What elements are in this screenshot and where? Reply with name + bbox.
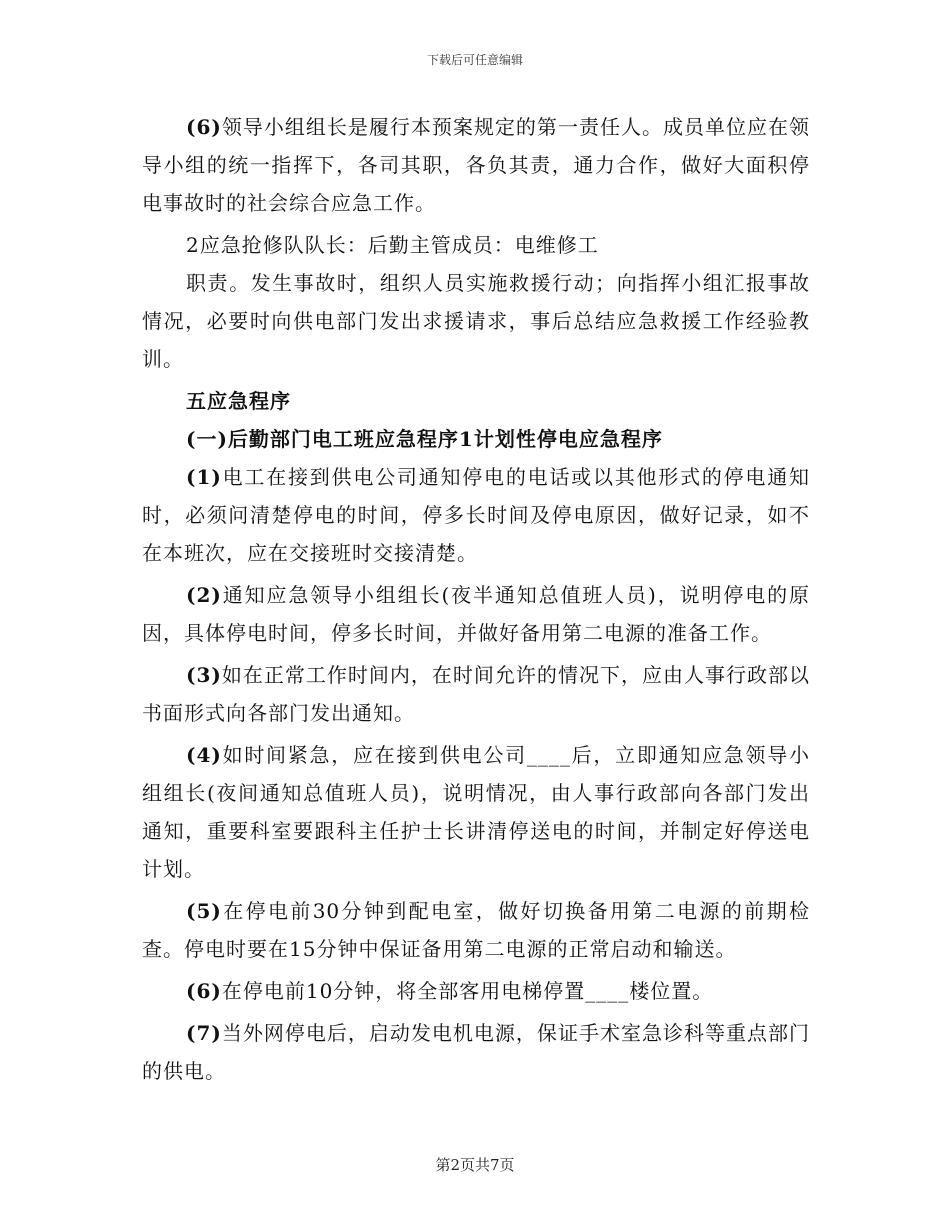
page-header-note: 下载后可任意编辑 — [426, 53, 523, 67]
paragraph-repair-team — [142, 226, 810, 264]
paragraph-text: 电工在接到供电公司通知停电的电话或以其他形式的停电通知时，必须问清楚停电的时间，停多长时间及停电原因，做好记录，如不在本班次，应在交接班时交接清楚。 — [142, 465, 810, 565]
page-number: 第2页共7页 — [435, 1156, 515, 1174]
paragraph-text: 领导小组组长是履行本预案规定的第一责任人。成员单位应在领导小组的统一指挥下，各司其职，各负其责，通力合作，做好大面积停电事故时的社会综合应急工作。 — [142, 115, 810, 215]
paragraph-step-4 — [142, 736, 810, 888]
item-number: (6) — [186, 979, 222, 1003]
paragraph-text: 职责。发生事故时，组织人员实施救援行动；向指挥小组汇报事故情况，必要时向供电部门发出求援请求，事后总结应急救援工作经验教训。 — [142, 271, 810, 371]
paragraph-step-3 — [142, 656, 810, 732]
paragraph-text: 如时间紧急，应在接到供电公司____后，立即通知应急领导小组组长(夜间通知总值班人员)，说明情况，由人事行政部向各部门发出通知，重要科室要跟科主任护士长讲清停送电的时间，并制定好停送电计划。 — [142, 743, 810, 881]
item-number: (1) — [186, 465, 222, 489]
item-number: (5) — [186, 899, 222, 923]
paragraph-step-7 — [142, 1014, 810, 1090]
paragraph-text: 2应急抢修队队长：后勤主管成员：电维修工 — [186, 233, 599, 257]
paragraph-text: 如在正常工作时间内，在时间允许的情况下，应由人事行政部以书面形式向各部门发出通知。 — [142, 663, 810, 725]
paragraph-text: 在停电前10分钟，将全部客用电梯停置____楼位置。 — [221, 979, 714, 1003]
document-body — [142, 108, 810, 1090]
paragraph-step-6 — [142, 972, 810, 1010]
heading-text: 五应急程序 — [186, 389, 291, 413]
item-number: (2) — [186, 583, 222, 607]
subsection-heading-electrician — [142, 420, 810, 458]
section-heading-procedure — [142, 382, 810, 420]
paragraph-step-2 — [142, 576, 810, 652]
item-number: (6) — [186, 115, 222, 139]
paragraph-text: 在停电前30分钟到配电室，做好切换备用第二电源的前期检查。停电时要在15分钟中保证备用第二电源的正常启动和输送。 — [142, 899, 810, 961]
paragraph-leader-duty — [142, 108, 810, 222]
paragraph-text: 当外网停电后，启动发电机电源，保证手术室急诊科等重点部门的供电。 — [142, 1021, 810, 1083]
item-number: (7) — [186, 1021, 222, 1045]
item-number: (4) — [186, 743, 222, 767]
paragraph-step-1 — [142, 458, 810, 572]
heading-text: (一)后勤部门电工班应急程序1计划性停电应急程序 — [186, 427, 663, 451]
paragraph-text: 通知应急领导小组组长(夜半通知总值班人员)，说明停电的原因，具体停电时间，停多长时间，并做好备用第二电源的准备工作。 — [142, 583, 810, 645]
item-number: (3) — [186, 663, 222, 687]
paragraph-repair-duty — [142, 264, 810, 378]
paragraph-step-5 — [142, 892, 810, 968]
